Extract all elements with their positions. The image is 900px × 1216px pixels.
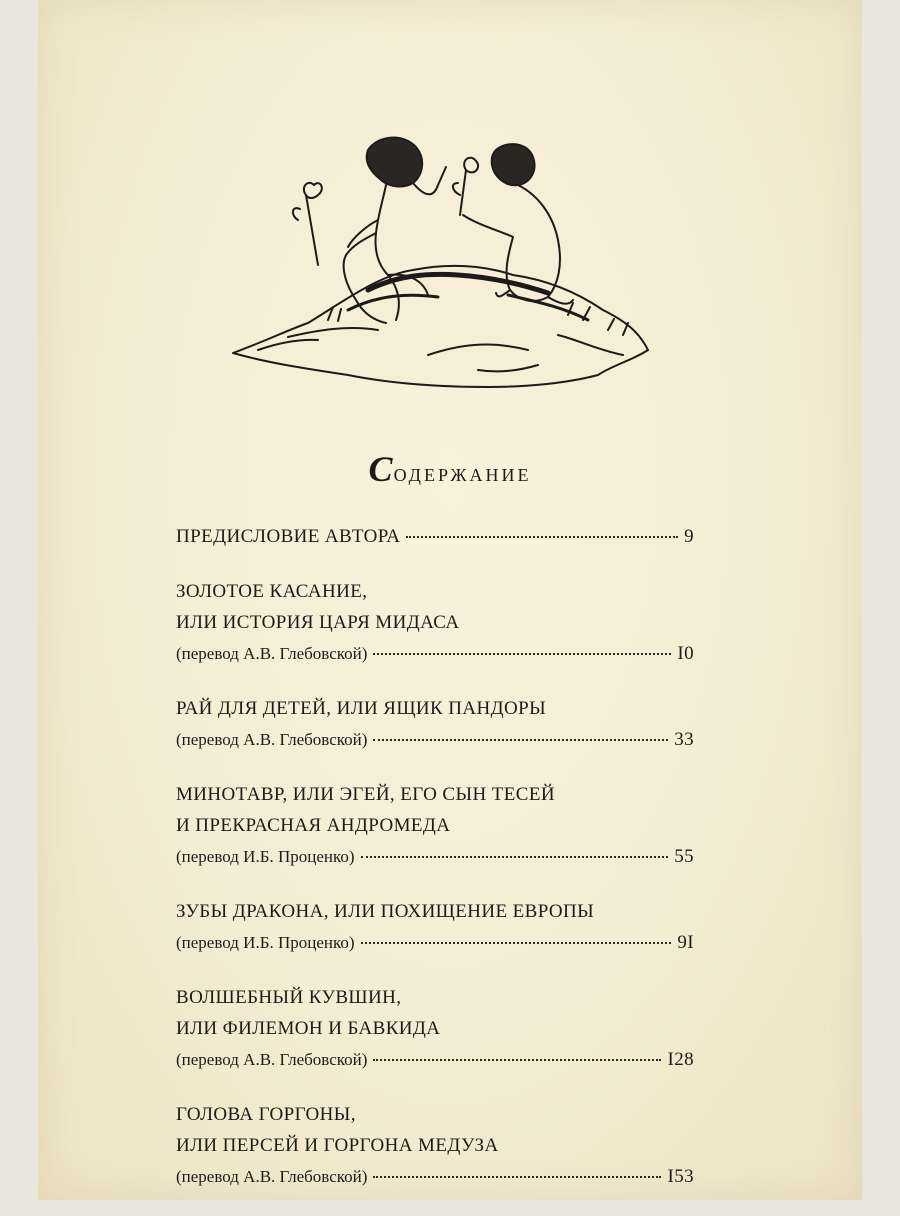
toc-entry-line — [176, 521, 694, 552]
decorative-initial: С — [368, 449, 394, 489]
toc-translator: (перевод А.В. Глебовской) — [176, 1167, 368, 1186]
toc-page-number: 55 — [674, 846, 694, 867]
toc-translator: (перевод А.В. Глебовской) — [176, 730, 368, 749]
dot-leader — [406, 536, 678, 538]
toc-entry-title-line: ГОЛОВА ГОРГОНЫ, — [176, 1104, 356, 1125]
toc-entry-title-line: ВОЛШЕБНЫЙ КУВШИН, — [176, 987, 402, 1008]
toc-page-number: I28 — [667, 1049, 694, 1070]
toc-translator: (перевод И.Б. Проценко) — [176, 933, 355, 952]
book-page — [38, 0, 862, 1200]
toc-entry-title-line: ЗУБЫ ДРАКОНА, ИЛИ ПОХИЩЕНИЕ ЕВРОПЫ — [176, 901, 595, 922]
toc-entry-line — [176, 841, 694, 872]
toc-entry-minotaur[interactable] — [176, 779, 694, 872]
toc-entry-preface[interactable] — [176, 521, 694, 552]
toc-page-number: 9I — [677, 932, 694, 953]
toc-page-number: I0 — [677, 643, 694, 664]
toc-entry-title-line: И ПРЕКРАСНАЯ АНДРОМЕДА — [176, 815, 451, 836]
toc-entry-title-line: МИНОТАВР, ИЛИ ЭГЕЙ, ЕГО СЫН ТЕСЕЙ — [176, 784, 555, 805]
dot-leader — [361, 942, 672, 944]
toc-translator: (перевод А.В. Глебовской) — [176, 644, 368, 663]
dot-leader — [373, 653, 671, 655]
toc-entry-gorgon-head[interactable] — [176, 1099, 694, 1192]
toc-page-number: 9 — [684, 526, 694, 547]
two-children-on-hill-engraving-icon — [228, 125, 658, 400]
toc-entry-line — [176, 927, 694, 958]
toc-entry-title-line: РАЙ ДЛЯ ДЕТЕЙ, ИЛИ ЯЩИК ПАНДОРЫ — [176, 698, 547, 719]
toc-entry-line — [176, 638, 694, 669]
toc-entry-line — [176, 1161, 694, 1192]
toc-entry-title: ПРЕДИСЛОВИЕ АВТОРА — [176, 526, 401, 547]
contents-heading-rest: одержание — [393, 458, 532, 487]
toc-entry-dragon-teeth[interactable] — [176, 896, 694, 958]
toc-entry-line — [176, 1044, 694, 1075]
toc-entry-title-line: ИЛИ ИСТОРИЯ ЦАРЯ МИДАСА — [176, 612, 460, 633]
table-of-contents — [176, 521, 694, 1216]
contents-heading — [38, 448, 862, 490]
toc-entry-title-line: ЗОЛОТОЕ КАСАНИЕ, — [176, 581, 368, 602]
toc-entry-miraculous-pitcher[interactable] — [176, 982, 694, 1075]
toc-entry-title-line: ИЛИ ПЕРСЕЙ И ГОРГОНА МЕДУЗА — [176, 1135, 499, 1156]
toc-entry-golden-touch[interactable] — [176, 576, 694, 669]
toc-entry-title-line: ИЛИ ФИЛЕМОН И БАВКИДА — [176, 1018, 441, 1039]
toc-page-number: I53 — [667, 1166, 694, 1187]
toc-entry-line — [176, 724, 694, 755]
toc-entry-pandora[interactable] — [176, 693, 694, 755]
dot-leader — [373, 739, 668, 741]
dot-leader — [361, 856, 669, 858]
toc-translator: (перевод А.В. Глебовской) — [176, 1050, 368, 1069]
toc-translator: (перевод И.Б. Проценко) — [176, 847, 355, 866]
toc-page-number: 33 — [674, 729, 694, 750]
dot-leader — [373, 1059, 661, 1061]
dot-leader — [373, 1176, 661, 1178]
